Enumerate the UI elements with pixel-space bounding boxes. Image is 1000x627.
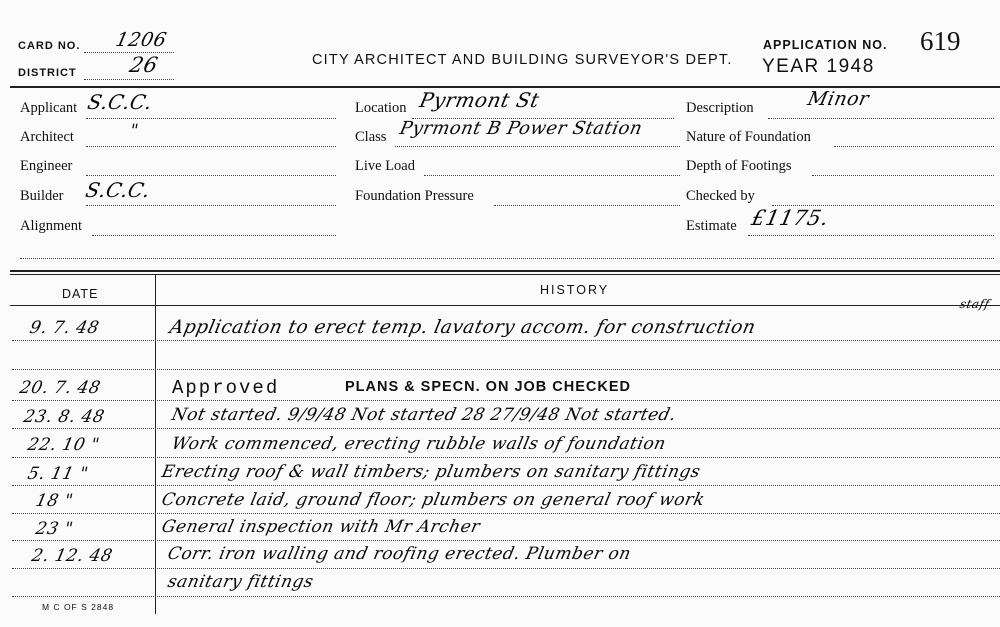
card-no-label: CARD NO. [18, 40, 81, 52]
row-line-3 [12, 428, 1000, 429]
builder-label: Builder [20, 188, 64, 204]
blank-line [20, 258, 994, 259]
district-line [84, 79, 174, 80]
applicant-line [86, 118, 336, 119]
row-8-date: 2. 12. 48 [29, 546, 115, 566]
live-load-line [424, 175, 680, 176]
location-label: Location [355, 100, 407, 116]
architect-line [86, 146, 336, 147]
location-value: Pyrmont St [417, 88, 542, 112]
department-title: CITY ARCHITECT AND BUILDING SURVEYOR'S DEPT. [312, 52, 733, 68]
row-7-text: General inspection with Mr Archer [159, 517, 482, 537]
table-top-rule [10, 270, 1000, 272]
row-5-text: Erecting roof & wall timbers; plumbers on sanitary fittings [159, 462, 703, 482]
row-3-text: Not started. 9/9/48 Not started 28 27/9/48 Not started. [169, 405, 679, 425]
row-8-text: Corr. iron walling and roofing erected. Plumber on [165, 544, 633, 564]
row-line-2 [12, 400, 1000, 401]
applicant-label: Applicant [20, 100, 78, 116]
row-line-4 [12, 457, 1000, 458]
row-line-1 [12, 340, 1000, 341]
estimate-line [748, 235, 994, 236]
nature-of-foundation-label: Nature of Foundation [686, 129, 811, 145]
row-line-5 [12, 485, 1000, 486]
form-code: M C OF S 2848 [42, 602, 115, 612]
estimate-label: Estimate [686, 218, 737, 234]
card-no-value: 1206 [113, 29, 169, 51]
row-8-text-continued: sanitary fittings [165, 572, 316, 592]
depth-of-footings-label: Depth of Footings [686, 158, 792, 174]
description-value: Minor [805, 88, 872, 110]
history-column-header: HISTORY [540, 283, 610, 297]
row-7-date: 23 " [33, 519, 75, 539]
district-value: 26 [127, 53, 161, 77]
engineer-label: Engineer [20, 158, 73, 174]
checked-by-label: Checked by [686, 188, 755, 204]
row-line-7 [12, 540, 1000, 541]
live-load-label: Live Load [355, 158, 415, 174]
row-1-date: 9. 7. 48 [27, 318, 102, 338]
row-5-date: 5. 11 " [25, 464, 91, 484]
year-label: YEAR 1948 [762, 56, 875, 77]
alignment-line [92, 235, 336, 236]
architect-label: Architect [20, 129, 74, 145]
builder-value: S.C.C. [83, 178, 153, 202]
column-divider [155, 274, 156, 614]
row-line-9 [12, 596, 1000, 597]
row-4-date: 22. 10 " [25, 435, 102, 455]
row-3-date: 23. 8. 48 [21, 407, 107, 427]
row-line-8 [12, 568, 1000, 569]
row-1-superscript: staff [958, 297, 992, 311]
row-line-1b [12, 369, 1000, 370]
description-label: Description [686, 100, 754, 116]
application-label: APPLICATION NO. [763, 38, 888, 52]
row-2-date: 20. 7. 48 [17, 378, 103, 398]
foundation-pressure-label: Foundation Pressure [355, 188, 474, 204]
table-top-rule-2 [10, 274, 1000, 275]
row-2-text: Approved [172, 377, 280, 399]
class-value: Pyrmont B Power Station [397, 118, 645, 139]
description-line [768, 118, 994, 119]
class-line [395, 146, 680, 147]
table-header-rule [10, 305, 1000, 306]
district-label: DISTRICT [18, 67, 77, 79]
builder-line [86, 205, 336, 206]
row-6-date: 18 " [33, 491, 75, 511]
applicant-value: S.C.C. [85, 90, 155, 114]
engineer-line [86, 175, 336, 176]
estimate-value: £1175. [749, 206, 832, 230]
class-label: Class [355, 129, 387, 145]
approval-stamp: PLANS & SPECN. ON JOB CHECKED [345, 379, 632, 395]
row-4-text: Work commenced, erecting rubble walls of foundation [169, 434, 668, 454]
nature-line [834, 146, 994, 147]
row-line-6 [12, 513, 1000, 514]
foundation-pressure-line [494, 205, 680, 206]
alignment-label: Alignment [20, 218, 83, 234]
row-1-text: Application to erect temp. lavatory accom. for construction [167, 317, 758, 338]
application-number: 619 [920, 26, 961, 56]
row-6-text: Concrete laid, ground floor; plumbers on general roof work [159, 490, 707, 510]
date-column-header: DATE [62, 287, 99, 301]
depth-line [812, 175, 994, 176]
architect-value: " [127, 121, 141, 141]
